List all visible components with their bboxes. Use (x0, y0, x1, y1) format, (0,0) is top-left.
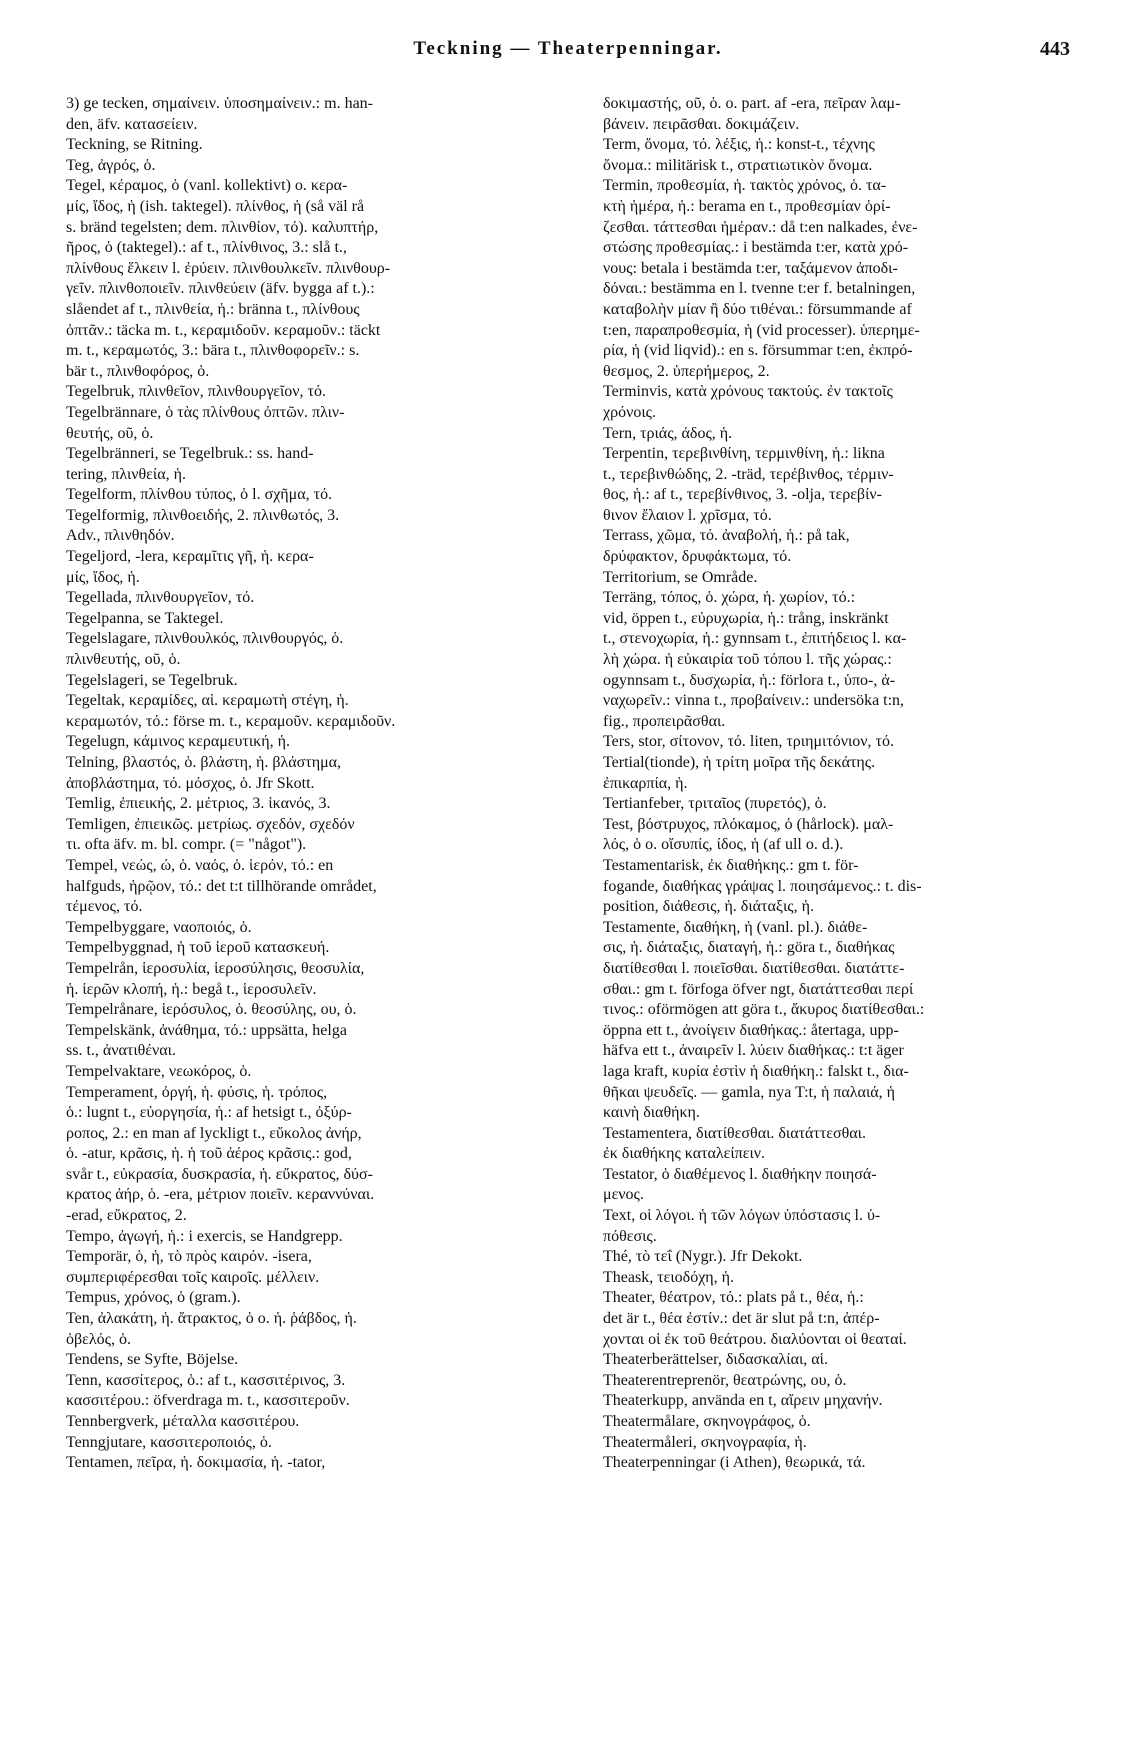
entry-line: δόναι.: bestämma en l. tvenne t:er f. betalningen, (603, 280, 916, 298)
entry-line: ogynnsam t., δυσχωρία, ἡ.: förlora t., ὑπο-, ἀ- (603, 671, 896, 689)
entry-line: laga kraft, κυρία ἐστὶν ἡ διαθήκη.: falskt t., δια- (603, 1062, 909, 1080)
entry-line: νους: betala i bestämda t:er, ταξάμενον ἀποδι- (603, 259, 898, 277)
entry-line: στώσης προθεσμίας.: i bestämda t:er, κατὰ χρό- (603, 239, 909, 257)
entry-line: Thé, τὸ τεΐ (Nygr.). Jfr Dekokt. (603, 1248, 803, 1266)
entry-line: Territorium, se Område. (603, 568, 758, 586)
page-number: 443 (1040, 38, 1070, 60)
entry-line: θος, ἡ.: af t., τερεβίνθινος, 3. -olja, τερεβίν- (603, 486, 882, 504)
entry-line: öppna ett t., ἀνοίγειν διαθήκας.: återtaga, upp- (603, 1021, 899, 1039)
entry-line: ἐκ διαθήκης καταλείπειν. (603, 1145, 766, 1163)
entry-line: m. t., κεραμωτός, 3.: bära t., πλινθοφορεῖν.: s. (66, 342, 360, 360)
entry-line: ὄνομα.: militärisk t., στρατιωτικὸν ὄνομα. (603, 156, 873, 174)
entry-line: Test, βόστρυχος, πλόκαμος, ὁ (hårlock). μαλ- (603, 815, 894, 833)
entry-line: Tegelslageri, se Tegelbruk. (66, 671, 238, 689)
entry-line: Testator, ὁ διαθέμενος l. διαθήκην ποιησά- (603, 1165, 877, 1183)
entry-line: μενος. (603, 1186, 644, 1204)
entry-line: θινον ἔλαιον l. χρῖσμα, τό. (603, 506, 772, 524)
entry-line: Telning, βλαστός, ὁ. βλάστη, ἡ. βλάστημα, (66, 754, 342, 771)
entry-line: fig., προπειρᾶσθαι. (603, 712, 726, 730)
entry-line: vid, öppen t., εὐρυχωρία, ἡ.: trång, inskränkt (603, 609, 889, 627)
entry-line: τέμενος, τό. (66, 898, 143, 916)
entry-line: Ten, ἀλακάτη, ἡ. ἄτρακτος, ὁ o. ἡ. ῥάβδος, ἡ. (66, 1310, 357, 1328)
entry-line: Teg, ἀγρός, ὁ. (66, 156, 156, 174)
entry-line: ρία, ἡ (vid liqvid).: en s. försummar t:en, ἐκπρό- (603, 342, 913, 360)
entry-line: Tegelpanna, se Taktegel. (66, 609, 224, 627)
entry-line: μίς, ἴδος, ἡ (ish. taktegel). πλίνθος, ἡ (så väl rå (66, 197, 365, 215)
entry-line: Tempelskänk, ἀνάθημα, τό.: uppsätta, helga (66, 1021, 347, 1039)
entry-line: Tegelbrännare, ὁ τὰς πλίνθους ὀπτῶν. πλιν- (66, 403, 345, 421)
entry-line: Testamente, διαθήκη, ἡ (vanl. pl.). διάθε- (603, 918, 868, 936)
entry-line: καταβολὴν μίαν ἢ δύο τιθέναι.: försummande af (603, 300, 912, 318)
entry-line: Theater, θέατρον, τό.: plats på t., θέα, ἡ.: (603, 1289, 864, 1307)
entry-line: θῆκαι ψευδεῖς. — gamla, nya T:t, ἡ παλαιά, ἡ (603, 1083, 895, 1101)
entry-line: ὀβελός, ὁ. (66, 1330, 131, 1348)
entry-line: ὀπτᾶν.: täcka m. t., κεραμιδοῦν. κεραμοῦν.: täckt (66, 321, 381, 339)
entry-line: t., τερεβινθώδης, 2. -träd, τερέβινθος, τέρμιν- (603, 465, 894, 483)
entry-line: δοκιμαστής, οῦ, ὁ. o. part. af -era, πεῖραν λαμ- (603, 95, 901, 112)
entry-line: Tegelbruk, πλινθεῖον, πλινθουργεῖον, τό. (66, 383, 326, 401)
entry-line: Theaterberättelser, διδασκαλίαι, αἱ. (603, 1351, 828, 1369)
entry-line: Terräng, τόπος, ὁ. χώρα, ἡ. χωρίον, τό.: (603, 589, 856, 607)
entry-line: Theaterkupp, använda en t, αἴρειν μηχανήν. (603, 1392, 883, 1410)
entry-line: λὴ χώρα. ἡ εὐκαιρία τοῦ τόπου l. τῆς χώρας.: (603, 651, 892, 669)
entry-line: Tennbergverk, μέταλλα κασσιτέρου. (66, 1413, 300, 1430)
entry-line: διατίθεσθαι l. ποιεῖσθαι. διατίθεσθαι. διατάττε- (603, 959, 905, 977)
entry-line: κασσιτέρου.: öfverdraga m. t., κασσιτεροῦν. (66, 1392, 350, 1410)
entry-line: Tertial(tionde), ἡ τρίτη μοῖρα τῆς δεκάτης. (603, 754, 876, 771)
entry-line: ζεσθαι. τάττεσθαι ἡμέραν.: då t:en nalkades, ἐνε- (603, 218, 918, 236)
entry-line: τινος.: oförmögen att göra t., ἄκυρος διατίθεσθαι.: (603, 1001, 925, 1019)
entry-line: Teckning, se Ritning. (66, 136, 203, 154)
entry-line: Tempo, ἀγωγή, ἡ.: i exercis, se Handgrepp. (66, 1227, 343, 1245)
entry-line: Theatermåleri, σκηνογραφία, ἡ. (603, 1433, 807, 1451)
entry-line: Theaterentreprenör, θεατρώνης, ου, ὁ. (603, 1371, 847, 1389)
entry-line: Tempelrånare, ἱερόσυλος, ὁ. θεοσύλης, ου, ὁ. (66, 1001, 357, 1019)
entry-line: Ters, stor, σίτονον, τό. liten, τριημιτόνιον, τό. (603, 733, 894, 751)
entry-line: ἡ. ἱερῶν κλοπή, ἡ.: begå t., ἱεροσυλεῖν. (66, 980, 317, 998)
entry-line: Terrass, χῶμα, τό. ἀναβολή, ἡ.: på tak, (603, 527, 850, 545)
entry-line: Theask, τειοδόχη, ἡ. (603, 1268, 735, 1286)
entry-line: Theatermålare, σκηνογράφος, ὁ. (603, 1413, 811, 1430)
entry-line: Tegelslagare, πλινθουλκός, πλινθουργός, ὁ. (66, 630, 344, 648)
entry-line: Tegelform, πλίνθου τύπος, ὁ l. σχῆμα, τό. (66, 486, 333, 504)
entry-line: Tern, τριάς, άδος, ἡ. (603, 424, 733, 442)
entry-line: ναχωρεῖν.: vinna t., προβαίνειν.: undersöka t:n, (603, 692, 905, 710)
entry-line: Tempelbyggare, ναοποιός, ὁ. (66, 918, 252, 936)
entry-line: Temligen, ἐπιεικῶς. μετρίως. σχεδόν, σχεδόν (66, 815, 355, 833)
entry-line: Tenn, κασσίτερος, ὁ.: af t., κασσιτέρινος, 3. (66, 1371, 346, 1389)
entry-line: svår t., εὐκρασία, δυσκρασία, ἡ. εὔκρατος, δύσ- (66, 1165, 373, 1183)
entry-line: ροπος, 2.: en man af lyckligt t., εὔκολος ἀνήρ, (66, 1124, 362, 1142)
entry-line: Temporär, ὁ, ἡ, τὸ πρὸς καιρόν. -isera, (66, 1248, 312, 1266)
entry-line: πόθεσις. (603, 1227, 657, 1245)
entry-line: κρατος ἀήρ, ὁ. -era, μέτριον ποιεῖν. κεραννύναι. (66, 1186, 375, 1204)
entry-line: ἐπικαρπία, ἡ. (603, 774, 688, 792)
entry-line: Term, ὄνομα, τό. λέξις, ἡ.: konst-t., τέχνης (603, 136, 875, 154)
entry-line: Termin, προθεσμία, ἡ. τακτὸς χρόνος, ὁ. τα- (603, 177, 887, 195)
entry-line: Tegeltak, κεραμίδες, αἱ. κεραμωτὴ στέγη, ἡ. (66, 692, 349, 710)
entry-line: häfva ett t., ἀναιρεῖν l. λύειν διαθήκας.: t:t äger (603, 1042, 904, 1060)
entry-line: t:en, παραπροθεσμία, ἡ (vid processer). ὑπερημε- (603, 321, 920, 339)
entry-line: ss. t., ἀνατιθέναι. (66, 1042, 176, 1060)
entry-line: s. bränd tegelsten; dem. πλινθίον, τό). καλυπτήρ, (66, 218, 379, 236)
entry-line: Theaterpenningar (i Athen), θεωρικά, τά. (603, 1454, 866, 1472)
entry-line: Tegelformig, πλινθοειδής, 2. πλινθωτός, 3. (66, 506, 340, 524)
entry-line: Terminvis, κατὰ χρόνους τακτούς. ἐν τακτοῖς (603, 383, 893, 401)
entry-line: tering, πλινθεία, ἡ. (66, 465, 186, 483)
entry-line: θεσμος, 2. ὑπερήμερος, 2. (603, 362, 770, 380)
left-column (66, 94, 556, 1474)
entry-line: κτὴ ἡμέρα, ἡ.: berama en t., προθεσμίαν ὁρί- (603, 197, 891, 215)
entry-line: slåendet af t., πλινθεία, ἡ.: bränna t., πλίνθους (66, 300, 360, 318)
entry-line: Tegel, κέραμος, ὁ (vanl. kollektivt) o. κερα- (66, 177, 348, 195)
entry-line: Terpentin, τερεβινθίνη, τερμινθίνη, ἡ.: likna (603, 445, 885, 463)
entry-line: ὁ.: lugnt t., εὐοργησία, ἡ.: af hetsigt t., ὀξύρ- (66, 1104, 352, 1122)
entry-line: συμπεριφέρεσθαι τοῖς καιροῖς. μέλλειν. (66, 1268, 320, 1286)
entry-line: Temperament, ὀργή, ἡ. φύσις, ἡ. τρόπος, (66, 1083, 328, 1101)
page-header (60, 38, 1076, 72)
entry-line: κεραμωτόν, τό.: förse m. t., κεραμοῦν. κεραμιδοῦν. (66, 712, 396, 730)
entry-line: Tegeljord, -lera, κεραμῖτις γῆ, ἡ. κερα- (66, 548, 314, 566)
entry-line: χονται οἱ ἐκ τοῦ θεάτρου. διαλύονται οἱ θεαταί. (603, 1330, 907, 1348)
entry-line: Tenngjutare, κασσιτεροποιός, ὁ. (66, 1433, 272, 1451)
entry-line: Testamentarisk, ἐκ διαθήκης.: gm t. för- (603, 856, 859, 874)
entry-line: Testamentera, διατίθεσθαι. διατάττεσθαι. (603, 1124, 866, 1142)
entry-line: Tempelbyggnad, ἡ τοῦ ἱεροῦ κατασκευή. (66, 939, 330, 957)
entry-line: χρόνοις. (603, 403, 656, 421)
entry-line: σθαι.: gm t. förfoga öfver ngt, διατάττεσθαι περί (603, 980, 914, 998)
entry-line: Tegellada, πλινθουργεῖον, τό. (66, 589, 255, 607)
entry-line: πλίνθους ἕλκειν l. ἐρύειν. πλινθουλκεῖν. πλινθουρ- (66, 259, 391, 277)
running-title: Teckning — Theaterpenningar. (413, 38, 723, 59)
entry-line: den, äfv. κατασείειν. (66, 115, 198, 133)
entry-line: Tendens, se Syfte, Böjelse. (66, 1351, 239, 1369)
entry-line: πλινθευτής, οῦ, ὁ. (66, 651, 181, 669)
entry-line: καινὴ διαθήκη. (603, 1104, 700, 1122)
entry-line: Text, οἱ λόγοι. ἡ τῶν λόγων ὑπόστασις l. ὑ- (603, 1207, 881, 1225)
entry-line: fogande, διαθήκας γράψας l. ποιησάμενος.: t. dis- (603, 877, 922, 895)
entry-line: position, διάθεσις, ἡ. διάταξις, ἡ. (603, 898, 814, 916)
entry-line: ἀποβλάστημα, τό. μόσχος, ὁ. Jfr Skott. (66, 774, 315, 792)
entry-line: ῆρος, ὁ (taktegel).: af t., πλίνθινος, 3.: slå t., (66, 239, 347, 257)
entry-line: λός, ὁ o. οἴσυπίς, ίδος, ἡ (af ull o. d.). (603, 836, 844, 854)
entry-line: Tempelvaktare, νεωκόρος, ὁ. (66, 1062, 252, 1080)
entry-line: Tegelugn, κάμινος κεραμευτική, ἡ. (66, 733, 290, 751)
entry-line: -erad, εὔκρατος, 2. (66, 1207, 187, 1225)
entry-line: Tertianfeber, τριταῖος (πυρετός), ὁ. (603, 795, 827, 813)
entry-line: bär t., πλινθοφόρος, ὁ. (66, 362, 210, 380)
entry-line: σις, ἡ. διάταξις, διαταγή, ἡ.: göra t., διαθήκας (603, 939, 895, 957)
entry-line: Tentamen, πεῖρα, ἡ. δοκιμασία, ἡ. -tator, (66, 1454, 326, 1472)
entry-line: t., στενοχωρία, ἡ.: gynnsam t., ἐπιτήδειος l. κα- (603, 630, 907, 648)
entry-line: Tempus, χρόνος, ὁ (gram.). (66, 1289, 241, 1307)
entry-line: Tempel, νεώς, ώ, ὁ. ναός, ὁ. ἱερόν, τό.: en (66, 856, 334, 874)
entry-line: Adv., πλινθηδόν. (66, 527, 175, 545)
entry-line: halfguds, ἡρῷον, τό.: det t:t tillhörande området, (66, 877, 377, 895)
entry-line: τι. ofta äfv. m. bl. compr. (= "något"). (66, 836, 307, 854)
entry-line: βάνειν. πειρᾶσθαι. δοκιμάζειν. (603, 115, 800, 133)
entry-line: δρύφακτον, δρυφάκτωμα, τό. (603, 548, 792, 566)
entry-line: 3) ge tecken, σημαίνειν. ὑποσημαίνειν.: m. han- (66, 95, 373, 112)
entry-line: Tegelbränneri, se Tegelbruk.: ss. hand- (66, 445, 314, 463)
entry-line: μίς, ἴδος, ἡ. (66, 568, 140, 586)
entry-line: γεῖν. πλινθοποιεῖν. πλινθεύειν (äfv. bygga af t.).: (66, 280, 375, 298)
right-column (603, 94, 1093, 1474)
entry-line: ὁ. -atur, κρᾶσις, ἡ. ἡ τοῦ ἀέρος κρᾶσις.: god, (66, 1145, 352, 1163)
entry-line: Temlig, ἐπιεικής, 2. μέτριος, 3. ἱκανός, 3. (66, 795, 331, 813)
entry-line: θευτής, οῦ, ὁ. (66, 424, 154, 442)
entry-line: det är t., θέα ἐστίν.: det är slut på t:n, ἀπέρ- (603, 1310, 880, 1328)
entry-line: Tempelrån, ἱεροσυλία, ἱεροσύλησις, θεοσυλία, (66, 959, 365, 977)
